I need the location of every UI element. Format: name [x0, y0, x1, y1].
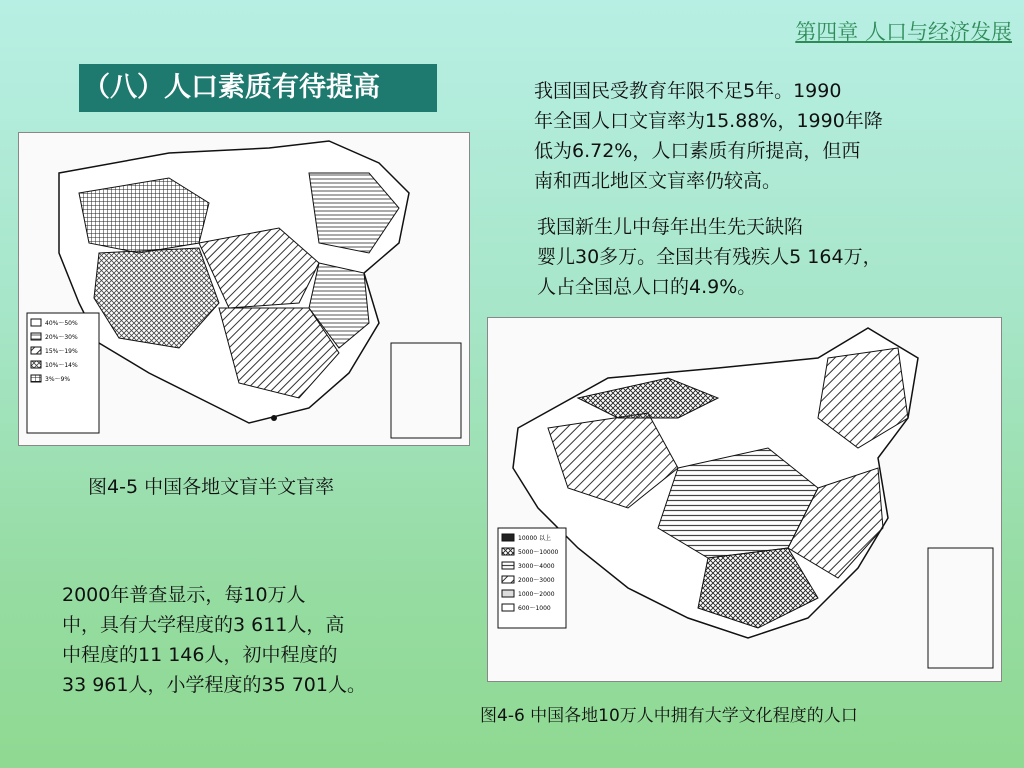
legend-label: 40%～50% — [45, 320, 78, 327]
legend-label: 5000～10000 — [518, 549, 559, 556]
paragraph-disability: 我国新生儿中每年出生先天缺陷 婴儿30多万。全国共有残疾人5 164万， 人占全国总人口的4.9%。 — [537, 216, 882, 298]
paragraph-census: 2000年普查显示，每10万人 中，具有大学程度的3 611人，高 中程度的11 146人，初中程度的 33 961人，小学程度的35 701人。 — [62, 584, 366, 696]
legend-label: 2000～3000 — [518, 577, 555, 584]
paragraph-education: 我国国民受教育年限不足5年。1990 年全国人口文盲率为15.88%，1990年降 低为6.72%，人口素质有所提高，但西 南和西北地区文盲率仍较高。 — [534, 80, 883, 192]
legend-label: 600～1000 — [518, 605, 551, 612]
legend-label: 15%～19% — [45, 348, 78, 355]
figure-caption-1: 图4-5 中国各地文盲半文盲率 — [88, 476, 335, 498]
illiteracy-map — [18, 132, 470, 446]
legend-label: 3000～4000 — [518, 563, 555, 570]
legend-label: 3%～9% — [45, 376, 71, 383]
university-education-map — [487, 317, 1002, 682]
section-title: （八）人口素质有待提高 — [79, 64, 437, 112]
legend-label: 10%～14% — [45, 362, 78, 369]
legend-label: 1000～2000 — [518, 591, 555, 598]
figure-caption-2: 图4-6 中国各地10万人中拥有大学文化程度的人口 — [480, 706, 858, 726]
legend-label: 10000 以上 — [518, 535, 551, 542]
chapter-title: 第四章 人口与经济发展 — [795, 20, 1012, 44]
legend-label: 20%～30% — [45, 334, 78, 341]
